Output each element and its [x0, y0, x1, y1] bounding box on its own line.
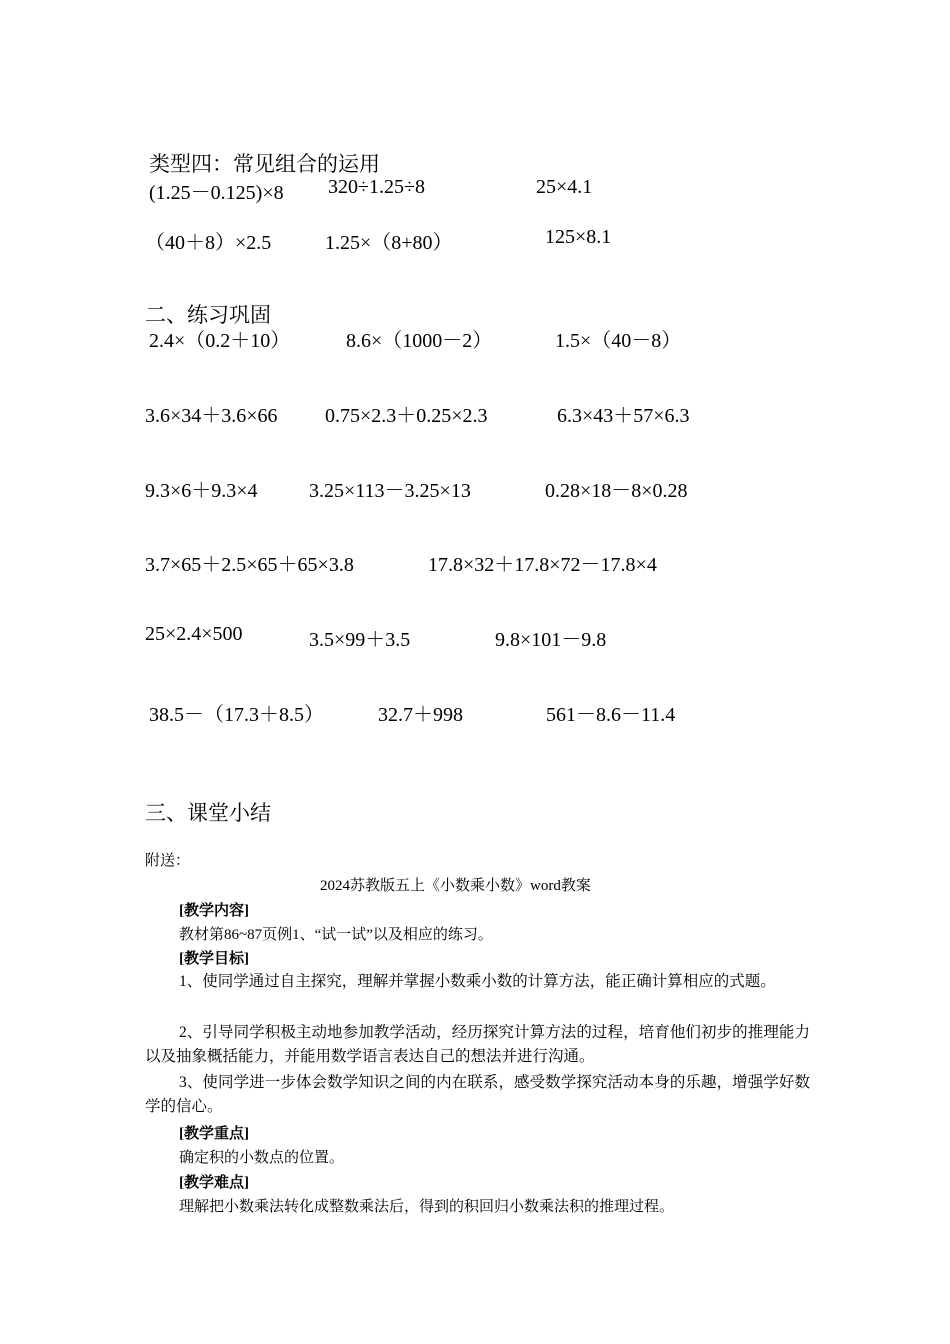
expression: 8.6×（1000－2） [346, 330, 493, 352]
summary-heading: 三、课堂小结 [145, 801, 271, 825]
key-text: 确定积的小数点的位置。 [179, 1150, 345, 1166]
section4-heading: 类型四：常见组合的运用 [149, 152, 380, 176]
expression: 6.3×43＋57×6.3 [557, 405, 690, 427]
content-text: 教材第86~87页例1、“试一试”以及相应的练习。 [179, 927, 493, 943]
key-heading: [教学重点] [179, 1126, 249, 1142]
appendix-label: 附送： [145, 853, 191, 869]
expression: 561－8.6－11.4 [546, 704, 676, 726]
difficulty-text: 理解把小数乘法转化成整数乘法后，得到的积回归小数乘法积的推理过程。 [179, 1199, 675, 1215]
expression: （40＋8）×2.5 [145, 232, 272, 254]
expression: 3.25×113－3.25×13 [309, 480, 471, 502]
appendix-title: 2024苏教版五上《小数乘小数》word教案 [320, 878, 591, 894]
goals-heading: [教学目标] [179, 951, 249, 967]
expression: 1.25×（8+80） [325, 232, 453, 254]
expression: 9.8×101－9.8 [495, 629, 607, 651]
expression: 0.75×2.3＋0.25×2.3 [325, 405, 488, 427]
goal-2: 2、引导同学积极主动地参加教学活动，经历探究计算方法的过程，培育他们初步的推理能力以及抽象概括能力，并能用数学语言表达自己的想法并进行沟通。 [145, 1024, 810, 1065]
expression: 17.8×32＋17.8×72－17.8×4 [428, 554, 657, 576]
content-heading: [教学内容] [179, 903, 249, 919]
expression: 125×8.1 [545, 226, 612, 248]
expression: 3.5×99＋3.5 [309, 629, 411, 651]
expression: 320÷1.25÷8 [328, 176, 425, 198]
expression: 25×2.4×500 [145, 623, 243, 645]
expression: 32.7＋998 [378, 704, 463, 726]
expression: (1.25－0.125)×8 [149, 182, 284, 204]
expression: 25×4.1 [536, 176, 593, 198]
expression: 1.5×（40－8） [555, 330, 682, 352]
expression: 3.6×34＋3.6×66 [145, 405, 278, 427]
practice-heading: 二、练习巩固 [145, 303, 271, 327]
expression: 2.4×（0.2＋10） [149, 330, 291, 352]
expression: 3.7×65＋2.5×65＋65×3.8 [145, 554, 354, 576]
difficulty-heading: [教学难点] [179, 1175, 249, 1191]
goal-1: 1、使同学通过自主探究，理解并掌握小数乘小数的计算方法，能正确计算相应的式题。 [179, 973, 776, 990]
goal-3: 3、使同学进一步体会数学知识之间的内在联系，感受数学探究活动本身的乐趣，增强学好数学的信心。 [145, 1074, 810, 1115]
expression: 9.3×6＋9.3×4 [145, 480, 258, 502]
expression: 38.5－（17.3＋8.5） [149, 704, 324, 726]
expression: 0.28×18－8×0.28 [545, 480, 688, 502]
